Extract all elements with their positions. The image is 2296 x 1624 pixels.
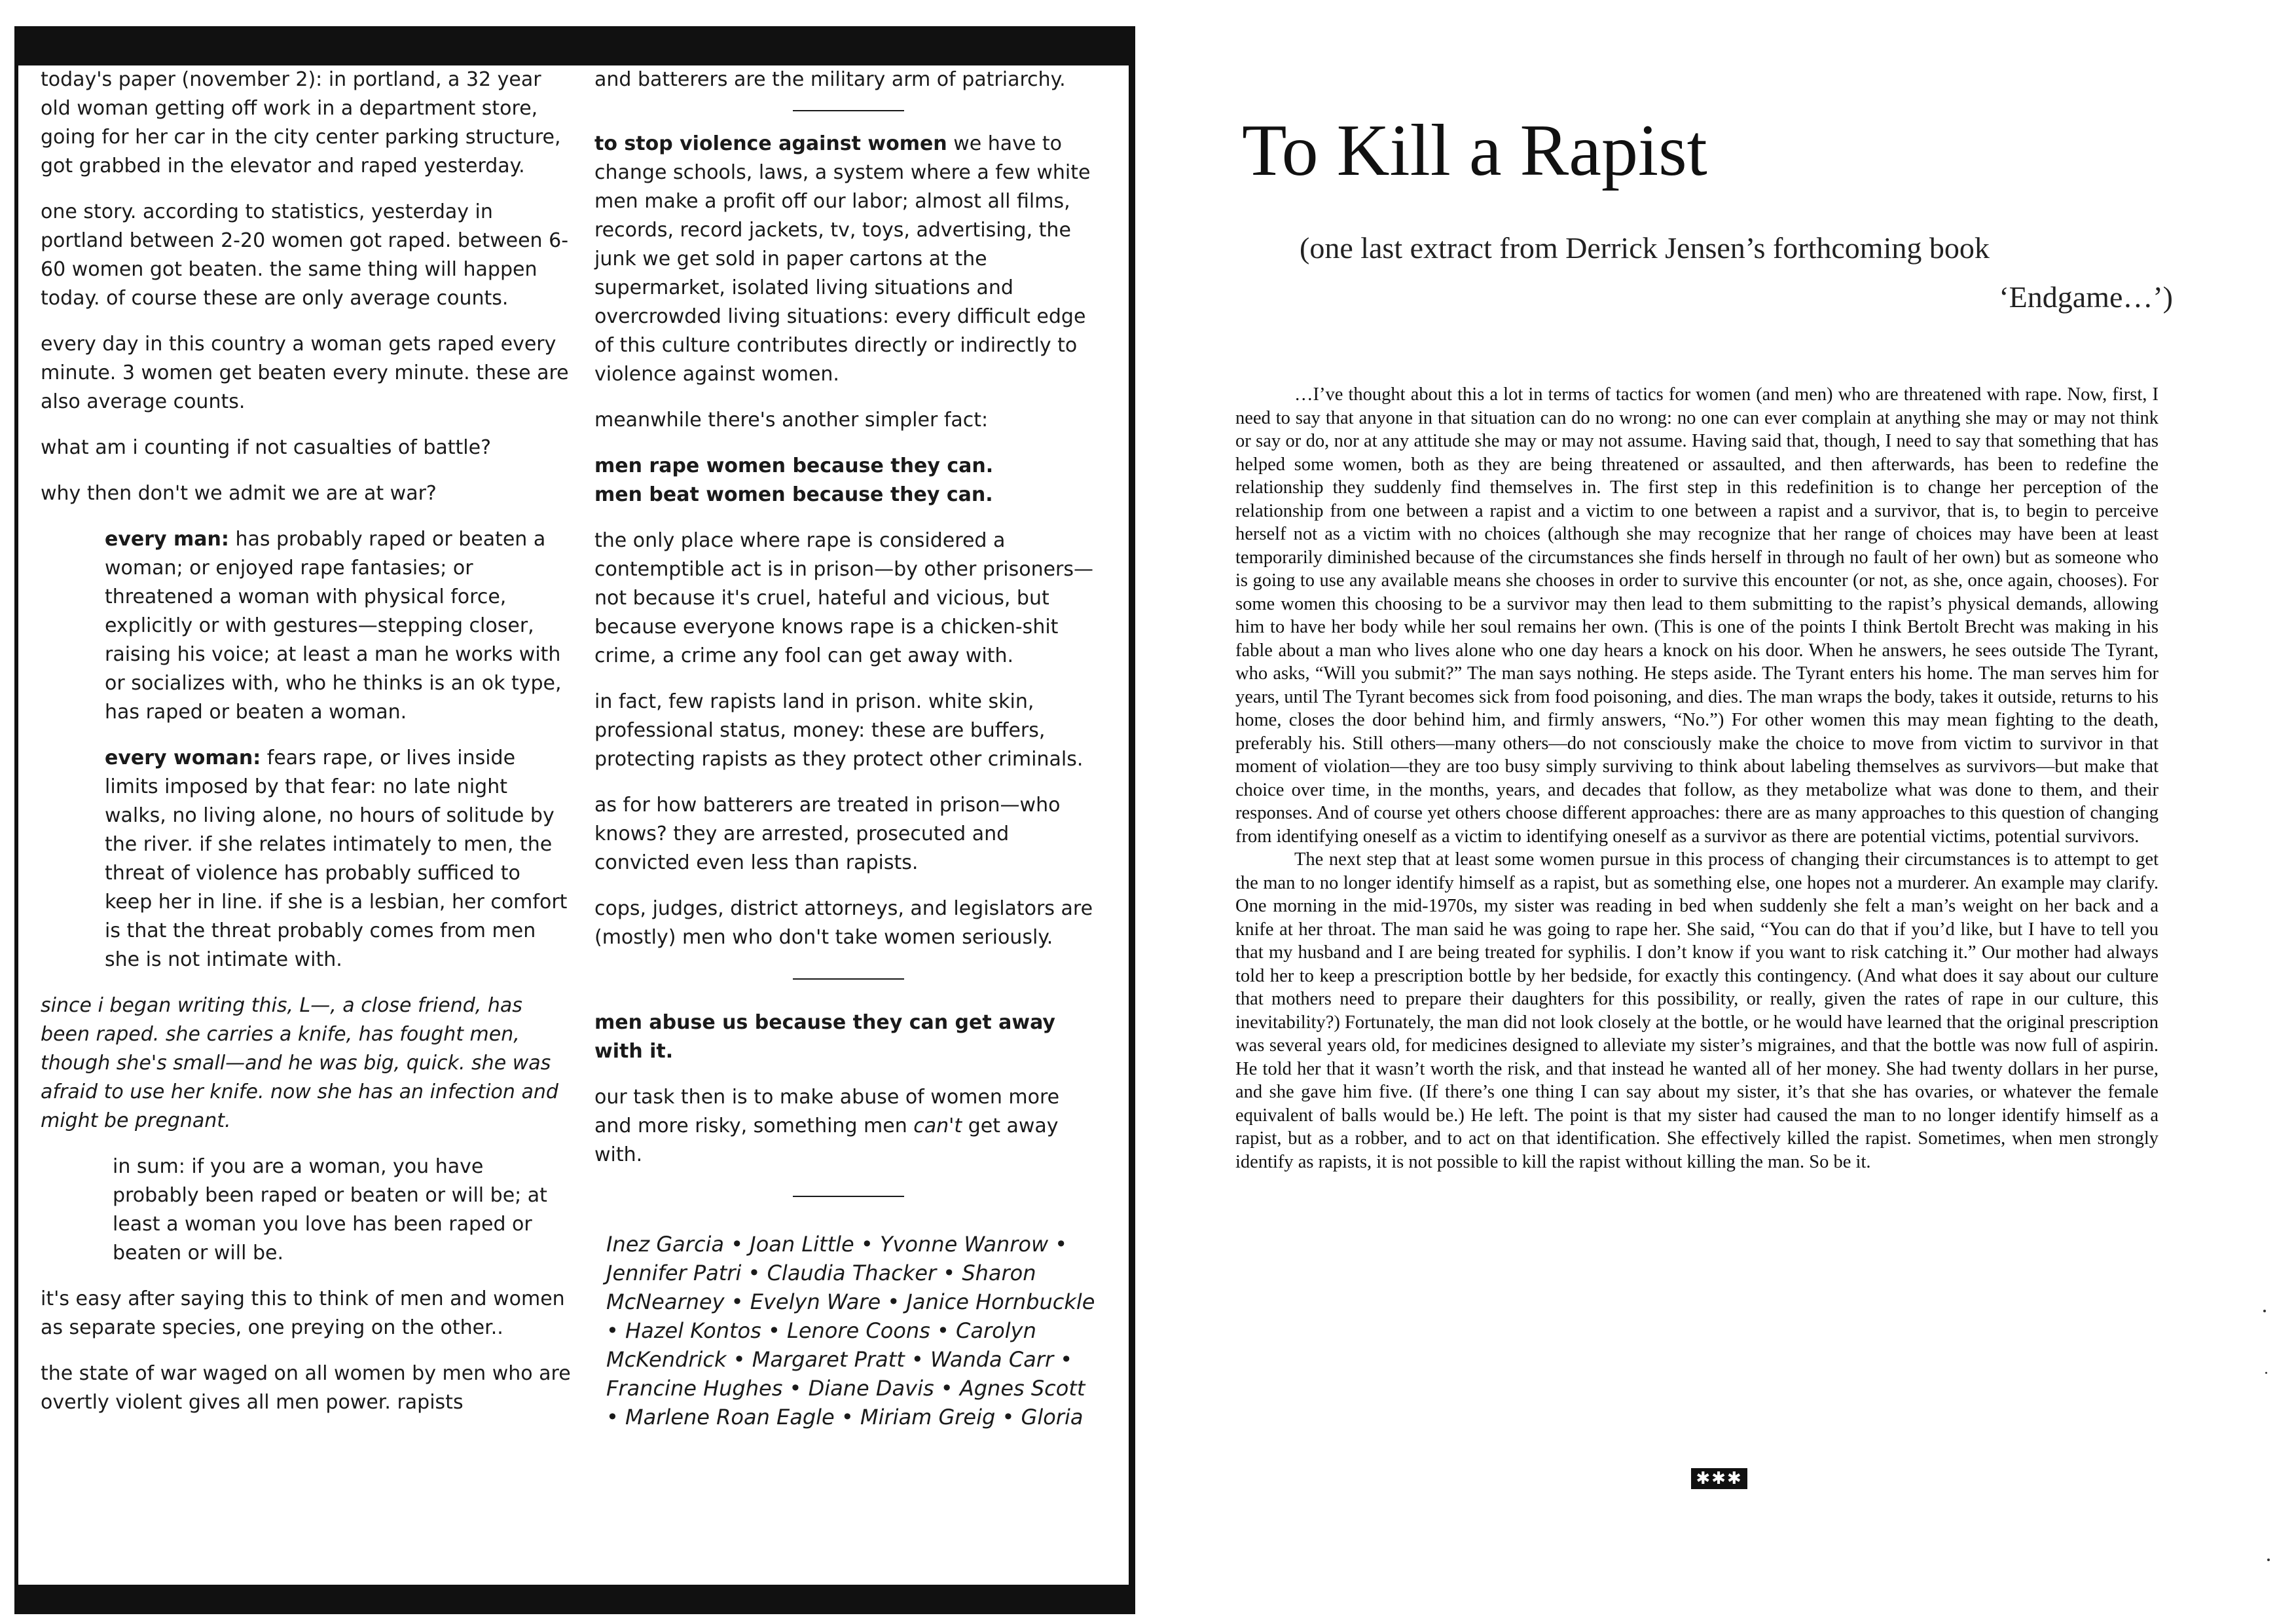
body-paragraph: …I’ve thought about this a lot in terms of tactics for women (and men) who are threatened with rape. Now, first, I need to say that anyone in that situation can do no wrong: no one can ever complain at anything she may or may not think or say or do, nor at any attitude she may or may not assume. Having said that, though, I need to say that something that has helped some women, both as they are being threatened or assaulted, and then afterwards, has been to redefine the relationship they suddenly find themselves in. The first step in this redefinition is to change her perception of the relationship from one between a rapist and a victim to one between a rapist and a survivor, that is, to begin to perceive herself not as a victim with no choices (although she may recognize that her range of choices may have been at least temporarily diminished because of the circumstances she finds herself in through no fault of her own) but as someone who is going to use any available means she chooses in order to survive this encounter (or not, as she, once again, chooses). For some women this choosing to be a survivor may then lead to them submitting to the rapist’s physical demands, allowing him to have her body while her soul remains her own. (This is one of the points I think Bertolt Brecht was making in his fable about a man who lives alone who one day hears a knock on his door. When he answers, he sees outside The Tyrant, who asks, “Will you submit?” The man says nothing. He steps aside. The Tyrant enters his home. The man serves him for years, until The Tyrant becomes sick from food poisoning, and dies. The man wraps the body, takes it outside, returns to his home, closes the door behind him, and firmly answers, “No.”) For other women this may mean fighting to the death, preferably his. Still others—many others—do not consciously make the choice to move from victim to survivor in that moment of violation—they are too busy simply surviving to think about labeling themselves as survivors—but make that choice over time, in the months, years, and decades that follow, as they metabolize what was done to them, and their responses. And of course yet others choose different approaches: there are as many approaches to this question of changing from identifying oneself as a victim to identifying oneself as a survivor as there are potential victims, potential survivors.	[1235, 384, 2159, 847]
paragraph: every day in this country a woman gets raped every minute. 3 women get beaten every minute. these are also average counts.	[41, 333, 569, 413]
article-subtitle-continued: ‘Endgame…’)	[1999, 280, 2173, 314]
paragraph: the state of war waged on all women by men who are overtly violent gives all men power. rapists	[41, 1362, 571, 1414]
end-of-article-mark: ✱✱✱	[1691, 1468, 1747, 1489]
paragraph: in sum: if you are a woman, you have probably been raped or beaten or will be; at least a woman you love has been raped or beaten or will be.	[113, 1155, 547, 1264]
paragraph: our task then is to make abuse of women more and more risky, something men can't get away with.	[594, 1086, 1060, 1166]
paragraph: in fact, few rapists land in prison. white skin, professional status, money: these are buffers, protecting rapists as they protect other criminals.	[594, 690, 1084, 771]
left-page-paper	[18, 65, 1129, 1585]
paragraph: cops, judges, district attorneys, and legislators are (mostly) men who don't take women seriously.	[594, 897, 1093, 949]
lead-phrase: to stop violence against women	[594, 132, 947, 155]
right-column	[594, 65, 1102, 1431]
paragraph: every man: has probably raped or beaten a woman; or enjoyed rape fantasies; or threatened a woman with physical force, explicitly or with gestures—stepping closer, raising his voice; at least a man he works with or socializes with, who he thinks is an ok type, has raped or beaten a woman.	[105, 528, 562, 724]
victim-names-list: Inez Garcia • Joan Little • Yvonne Wanrow • Jennifer Patri • Claudia Thacker • Sharon McNearney • Evelyn Ware • Janice Hornbuckle • Hazel Kontos • Lenore Coons • Carolyn McKendrick • Margaret Pratt • Wanda Carr • Francine Hughes • Diane Davis • Agnes Scott • Marlene Roan Eagle • Miriam Greig • Gloria	[606, 1232, 1095, 1430]
emphasis-line: men abuse us because they can get away with it.	[594, 1011, 1055, 1063]
article-subtitle: (one last extract from Derrick Jensen’s forthcoming book	[1300, 231, 1990, 265]
article-title: To Kill a Rapist	[1242, 110, 1707, 191]
scan-speck	[2263, 1310, 2266, 1312]
black-page-border	[14, 26, 1135, 1614]
paragraph: meanwhile there's another simpler fact:	[594, 409, 989, 432]
lead-phrase: every woman:	[105, 747, 261, 769]
section-divider	[793, 978, 904, 980]
paragraph: why then don't we admit we are at war?	[41, 482, 437, 505]
paragraph: one story. according to statistics, yesterday in portland between 2-20 women got raped. between 6-60 women got beaten. the same thing will happen today. of course these are only average counts.	[41, 200, 569, 310]
lead-phrase: every man:	[105, 528, 229, 551]
paragraph: and batterers are the military arm of patriarchy.	[594, 68, 1066, 91]
scan-speck	[2267, 1559, 2270, 1561]
body-paragraph: The next step that at least some women pursue in this process of changing their circumstances is to attempt to get the man to no longer identify himself as a rapist, but as something else, one hopes not a murderer. An example may clarify. One morning in the mid-1970s, my sister was reading in bed when suddenly she felt a man’s weight on her back and a knife at her throat. The man said he was going to rape her. She said, “You can do that if you’d like, but I have to tell you that my husband and I are being treated for syphilis. I don’t know if you want to risk catching it.” Our mother had always told her to keep a prescription bottle by her bedside, for exactly this contingency. (And what does it say about our culture that mothers need to prepare their daughters for this possibility, or really, given the rates of rape in our culture, this inevitability?) Fortunately, the man did not look closely at the bottle, or he would have learned that the original prescription was several years old, for medicines designed to alleviate my sister’s migraines, and that the bottle was now full of aspirin. He told her that it wasn’t worth the risk, and that instead he wanted all of her money. She had twenty dollars in her purse, and she gave him five. (If there’s one thing I can say about my sister, it’s that she has ovaries, or whatever the female equivalent of balls would be.) He left. The point is that my sister had caused the man to no longer identify himself as a rapist, but as a robber, and to act on that identification. She effectively killed the rapist. Sometimes, when men strongly identify as rapists, it is not possible to kill the rapist without killing the man. So be it.	[1235, 849, 2159, 1172]
paragraph: every woman: fears rape, or lives inside limits imposed by that fear: no late night walks, no living alone, no hours of solitude by the river. if she relates intimately to men, the threat of violence has probably sufficed to keep her in line. if she is a lesbian, her comfort is that the threat probably comes from men she is not intimate with.	[105, 747, 568, 971]
scan-speck	[2265, 1372, 2267, 1374]
section-divider	[793, 1196, 904, 1197]
emphasis-line: men beat women because they can.	[594, 483, 993, 506]
paragraph: since i began writing this, L—, a close friend, has been raped. she carries a knife, has fought men, though she's small—and he was big, quick. she was afraid to use her knife. now she has an infection and might be pregnant.	[41, 994, 558, 1132]
section-divider	[793, 110, 904, 111]
paragraph: today's paper (november 2): in portland, a 32 year old woman getting off work in a department store, going for her car in the city center parking structure, got grabbed in the elevator and raped yesterday.	[41, 68, 561, 177]
emphasis-line: men rape women because they can.	[594, 454, 994, 477]
paragraph: the only place where rape is considered a contemptible act is in prison—by other prisoners—not because it's cruel, hateful and vicious, but because everyone knows rape is a chicken-shit crime, a crime any fool can get away with.	[594, 529, 1094, 667]
paragraph: as for how batterers are treated in prison—who knows? they are arrested, prosecuted and convicted even less than rapists.	[594, 794, 1061, 874]
paragraph: it's easy after saying this to think of men and women as separate species, one preying on the other..	[41, 1287, 565, 1339]
article-body	[1235, 383, 2159, 1173]
left-column	[41, 65, 571, 1417]
paragraph: to stop violence against women we have to change schools, laws, a system where a few white men make a profit off our labor; almost all films, records, record jackets, tv, toys, advertising, the junk we get sold in paper cartons at the supermarket, isolated living situations and overcrowded living situations: every difficult edge of this culture contributes directly or indirectly to violence against women.	[594, 132, 1091, 386]
right-page	[1149, 0, 2296, 1624]
paragraph: what am i counting if not casualties of battle?	[41, 436, 491, 459]
